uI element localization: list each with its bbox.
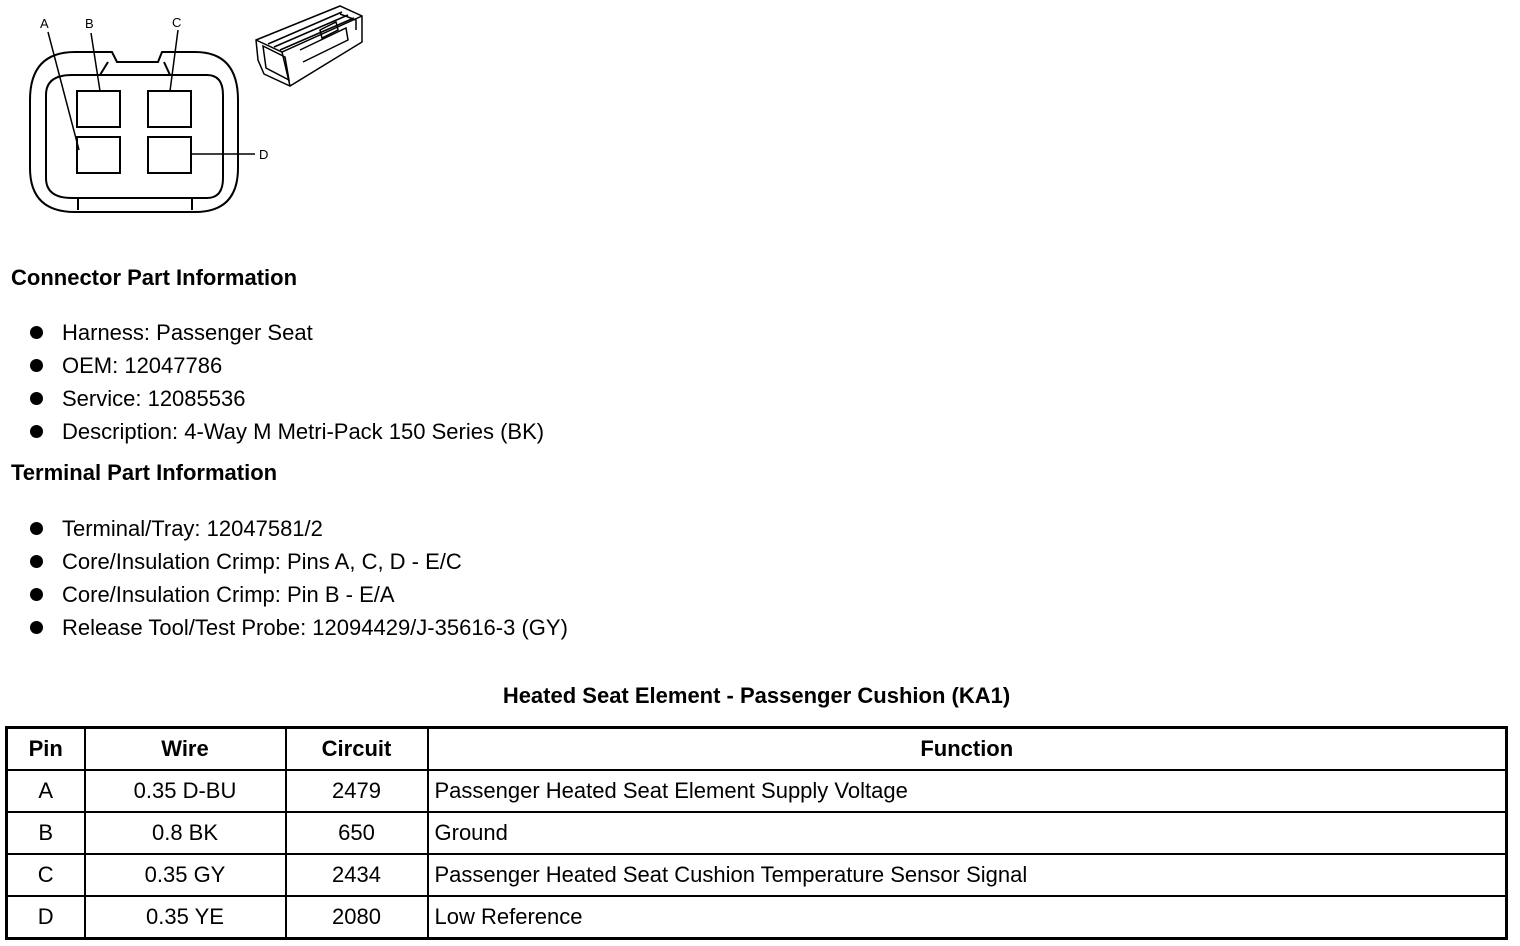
connector-3d-icon: [256, 6, 362, 86]
header-pin: Pin: [7, 728, 85, 771]
list-item: Core/Insulation Crimp: Pins A, C, D - E/C: [28, 545, 568, 578]
table-header-row: [7, 728, 1507, 771]
connector-latch: [100, 62, 170, 75]
cell-pin: D: [7, 896, 85, 939]
connector-diagram: [0, 0, 380, 225]
connector-part-info-list: [28, 316, 544, 448]
leader-line-b: [91, 33, 100, 91]
list-item: OEM: 12047786: [28, 349, 544, 382]
pin-cavity-b: [77, 91, 120, 127]
terminal-part-info-heading: Terminal Part Information: [11, 460, 278, 485]
bullet-icon: [30, 326, 43, 339]
bullet-icon: [30, 392, 43, 405]
bullet-icon: [30, 425, 43, 438]
cell-pin: C: [7, 854, 85, 896]
cell-function: Passenger Heated Seat Element Supply Voltage: [428, 770, 1507, 812]
cell-pin: B: [7, 812, 85, 854]
leader-line-a: [48, 32, 79, 150]
header-wire: Wire: [85, 728, 286, 771]
list-item: Terminal/Tray: 12047581/2: [28, 512, 568, 545]
pin-cavity-a: [77, 137, 120, 173]
list-item: Core/Insulation Crimp: Pin B - E/A: [28, 578, 568, 611]
bullet-icon: [30, 359, 43, 372]
pin-label-b: B: [85, 16, 94, 31]
cell-function: Low Reference: [428, 896, 1507, 939]
bullet-icon: [30, 555, 43, 568]
table-row: [7, 770, 1507, 812]
cell-wire: 0.35 GY: [85, 854, 286, 896]
cell-circuit: 2479: [286, 770, 428, 812]
cell-pin: A: [7, 770, 85, 812]
list-item: Release Tool/Test Probe: 12094429/J-35616-3 (GY): [28, 611, 568, 644]
cell-wire: 0.8 BK: [85, 812, 286, 854]
list-item: Harness: Passenger Seat: [28, 316, 544, 349]
pin-cavity-d: [148, 137, 191, 173]
cell-function: Ground: [428, 812, 1507, 854]
header-function: Function: [428, 728, 1507, 771]
table-row: [7, 854, 1507, 896]
cell-circuit: 2434: [286, 854, 428, 896]
pin-table-title: Heated Seat Element - Passenger Cushion (KA1): [502, 683, 1011, 708]
cell-wire: 0.35 D-BU: [85, 770, 286, 812]
bullet-icon: [30, 621, 43, 634]
terminal-part-info-list: [28, 512, 568, 644]
cell-function: Passenger Heated Seat Cushion Temperature Sensor Signal: [428, 854, 1507, 896]
pin-table: [5, 726, 1508, 940]
connector-part-info-heading: Connector Part Information: [11, 265, 298, 290]
pin-label-d: D: [259, 147, 269, 162]
connector-inner-outline: [46, 75, 223, 198]
table-row: [7, 896, 1507, 939]
table-row: [7, 812, 1507, 854]
cell-circuit: 650: [286, 812, 428, 854]
leader-line-c: [170, 30, 178, 91]
cell-wire: 0.35 YE: [85, 896, 286, 939]
pin-label-c: C: [172, 15, 182, 30]
cell-circuit: 2080: [286, 896, 428, 939]
list-item: Description: 4-Way M Metri-Pack 150 Series (BK): [28, 415, 544, 448]
pin-label-a: A: [40, 16, 49, 31]
header-circuit: Circuit: [286, 728, 428, 771]
list-item: Service: 12085536: [28, 382, 544, 415]
bullet-icon: [30, 522, 43, 535]
pin-cavity-c: [148, 91, 191, 127]
bullet-icon: [30, 588, 43, 601]
